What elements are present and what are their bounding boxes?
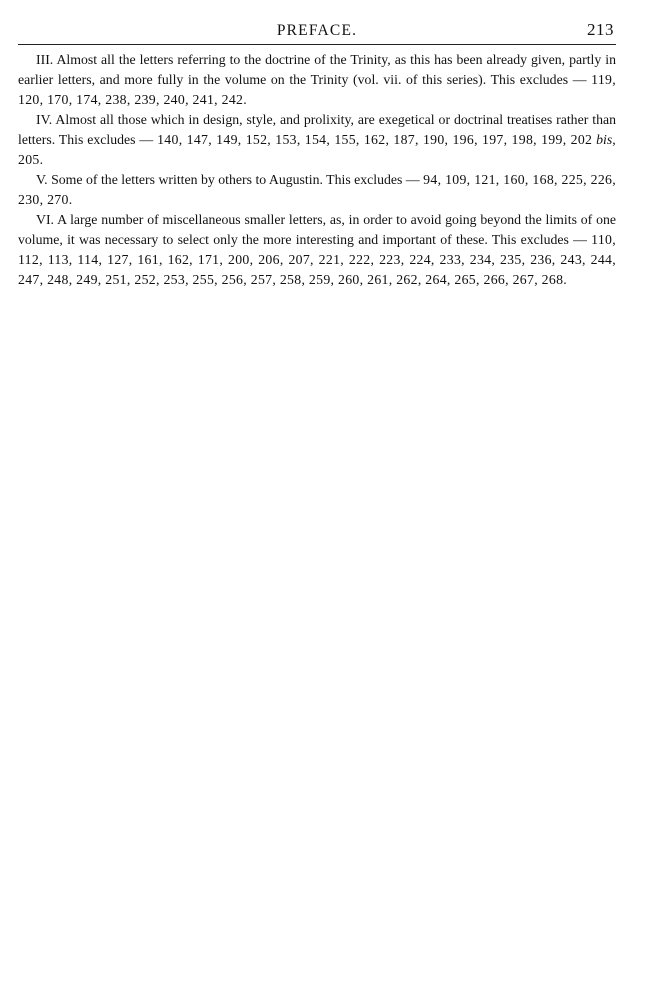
- paragraph-iv: [18, 110, 616, 170]
- body-text: [18, 50, 616, 290]
- excluded-letter-numbers: 140, 147, 149, 152, 153, 154, 155, 162, 187, 190, 196, 197, 198, 199, 202: [157, 132, 593, 147]
- excluded-letter-numbers: 110, 112, 113, 114, 127, 161, 162, 171, 200, 206, 207, 221, 222, 223, 224, 233, 234, 235, 236, 243, 244, 247, 248, 249, 251, 252, 253, 255, 256, 257, 258, 259, 260, 261, 262, 264, 265, 266, 267, 268.: [18, 232, 616, 287]
- excluded-letter-numbers: 94, 109, 121, 160, 168, 225, 226, 230, 270.: [18, 172, 616, 207]
- excluded-letter-numbers-tail: , 205.: [18, 132, 616, 167]
- paragraph-v: [18, 170, 616, 210]
- paragraph-text: VI. A large number of miscellaneous smaller letters, as, in order to avoid going beyond the limits of one volume, it was necessary to select only the more interesting and important of these. This excludes —: [18, 212, 616, 247]
- page-number: 213: [587, 20, 614, 39]
- excluded-letter-numbers: 119, 120, 170, 174, 238, 239, 240, 241, 242.: [18, 72, 616, 107]
- paragraph-text: III. Almost all the letters referring to the doctrine of the Trinity, as this has been already given, partly in earlier letters, and more fully in the volume on the Trinity (vol. vii. of this series). This excludes —: [18, 52, 616, 87]
- header-rule: [18, 44, 616, 45]
- page: [18, 0, 616, 287]
- running-head: [18, 0, 616, 44]
- page-title: PREFACE.: [276, 22, 358, 39]
- paragraph-text: V. Some of the letters written by others to Augustin. This excludes —: [36, 172, 424, 187]
- paragraph-text: IV. Almost all those which in design, style, and prolixity, are exegetical or doctrinal treatises rather than letters. This excludes —: [18, 112, 616, 147]
- paragraph-vi: [18, 210, 616, 290]
- paragraph-iii: [18, 50, 616, 110]
- italic-bis: bis: [596, 132, 613, 147]
